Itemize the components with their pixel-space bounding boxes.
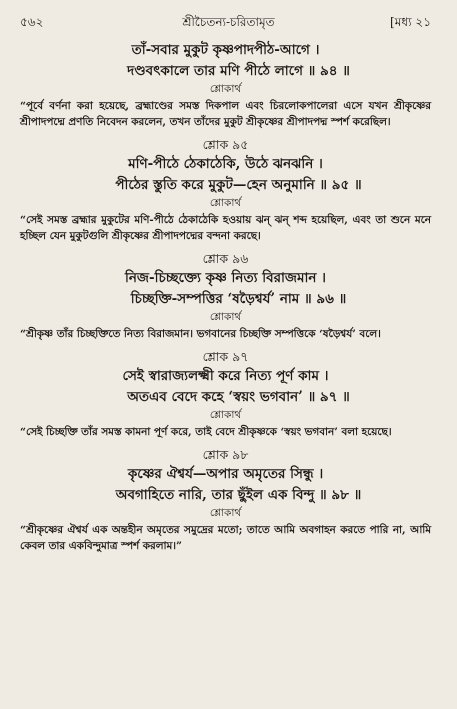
page-number: ৫৬২: [20, 15, 44, 29]
translation-label: শ্লোকার্থ: [209, 507, 242, 519]
verse-line: পীঠের স্তুতি করে মুকুট—হেন অনুমানি ॥ ৯৫ ॥: [115, 177, 362, 193]
verse-heading: শ্লোক ৯৫: [202, 137, 249, 152]
verse-line: দণ্ডবৎকালে তার মণি পীঠে লাগে ॥ ৯৪ ॥: [127, 63, 350, 79]
verse-line: অবগাহিতে নারি, তার ছুঁইল এক বিন্দু ॥ ৯৮ ॥: [115, 487, 362, 503]
translation-text: “সেই সমস্ত ব্রহ্মার মুকুটের মণি-পীঠে ঠেকাঠেকি হওয়ায় ঝন্ ঝন্ শব্দ হয়েছিল, এবং তা শুনে মনে হচ্ছিল যেন মুকুটগুলি শ্রীকৃষ্ণের শ্রীপাদপদ্মের বন্দনা করছে।: [20, 214, 431, 242]
verse-line: অতএব বেদে কহে ‘স্বয়ং ভগবান’ ॥ ৯৭ ॥: [127, 389, 350, 405]
section-marker: [মধ্য ২১: [390, 15, 431, 29]
verse-line: মণি-পীঠে ঠেকাঠেকি, উঠে ঝনঝনি ।: [128, 156, 323, 172]
verse-line: সেই স্বারাজ্যলক্ষ্মী করে নিত্য পূর্ণ কাম ।: [122, 368, 329, 384]
translation-label: শ্লোকার্থ: [209, 197, 242, 209]
verse-97: [20, 348, 431, 423]
verse-heading: শ্লোক ৯৮: [202, 447, 249, 462]
verse-heading: শ্লোক ৯৭: [202, 349, 249, 364]
verse-line: চিচ্ছক্তি-সম্পত্তির ‘ষড়ৈশ্বর্য’ নাম ॥ ৯৬ ॥: [130, 291, 347, 307]
translation-text: “শ্রীকৃষ্ণের ঐশ্বর্য এক অন্তহীন অমৃতের সমুদ্রের মতো; তাতে আমি অবগাহন করতে পারি না, আমি কেবল তার একবিন্দুমাত্র স্পর্শ করলাম।”: [20, 524, 431, 552]
verse-heading: শ্লোক ৯৬: [202, 251, 249, 266]
verse-96: [20, 250, 431, 325]
verse-line: তাঁ-সবার মুকুট কৃষ্ণপাদপীঠ-আগে ।: [131, 42, 320, 58]
verse-line: নিজ-চিচ্ছক্ত্যে কৃষ্ণ নিত্য বিরাজমান ।: [124, 270, 326, 286]
translation-label: শ্লোকার্থ: [209, 311, 242, 323]
translation-text: “সেই চিচ্ছক্তি তাঁর সমস্ত কামনা পূর্ণ করে, তাই বেদে শ্রীকৃষ্ণকে ‘স্বয়ং ভগবান’ বলা হয়েছে।: [20, 426, 392, 438]
translation-text: “পূর্বে বর্ণনা করা হয়েছে, ব্রহ্মাণ্ডের সমস্ত দিকপাল এবং চিরলোকপালেরা এসে যখন শ্রীকৃষ্ণের শ্রীপাদপদ্মে প্রণতি নিবেদন করলেন, তখন তাঁদের মুকুট শ্রীকৃষ্ণের শ্রীপাদপদ্ম স্পর্শ করেছিল।: [20, 100, 431, 128]
verse-94: [20, 40, 431, 97]
translation-label: শ্লোকার্থ: [209, 409, 242, 421]
translation-text: “শ্রীকৃষ্ণ তাঁর চিচ্ছক্তিতে নিত্য বিরাজমান। ভগবানের চিচ্ছক্তি সম্পত্তিকে ‘ষড়ৈশ্বর্য’ বলে।: [20, 328, 381, 340]
translation-label: শ্লোকার্থ: [209, 83, 242, 95]
verse-95: [20, 136, 431, 211]
verse-98: [20, 446, 431, 521]
book-title: শ্রীচৈতন্য-চরিতামৃত: [182, 15, 275, 29]
verse-line: কৃষ্ণের ঐশ্বর্য—অপার অমৃতের সিন্ধু ।: [127, 466, 324, 482]
